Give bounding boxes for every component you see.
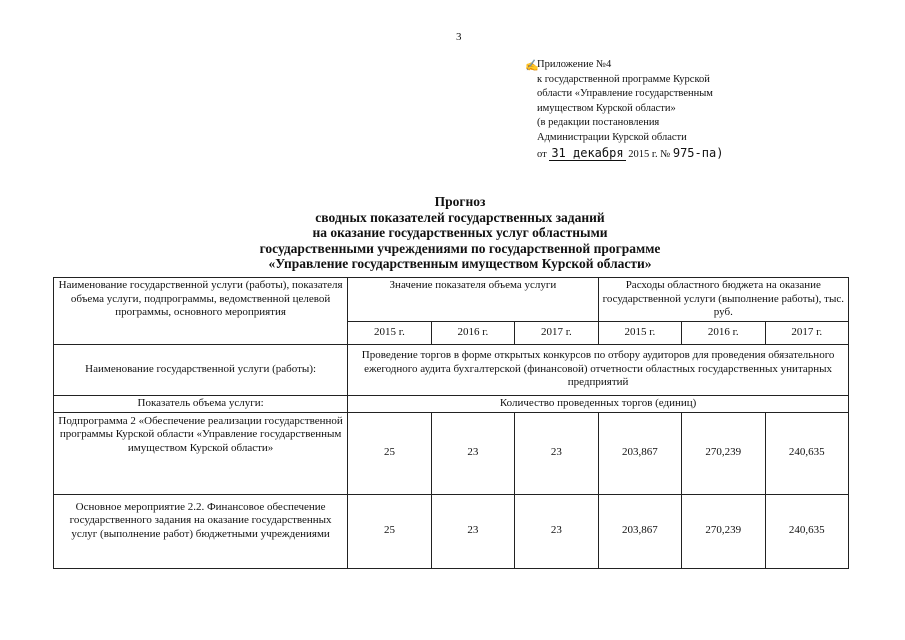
row-value: 240,635 [765,412,848,494]
row-value: 23 [515,412,598,494]
year-cell: 2016 г. [682,321,765,344]
appendix-date-line [537,146,807,163]
from-label: от [537,148,547,160]
pen-mark-icon: ✍ [525,60,539,72]
appendix-line-3: области «Управление государственным [537,88,713,100]
row-value: 25 [348,494,431,568]
handwritten-number: 975-па) [672,145,724,160]
year-cell: 2016 г. [431,321,514,344]
indicator-value: Количество проведенных торгов (единиц) [348,395,849,412]
row-value: 270,239 [682,494,765,568]
row-value: 25 [348,412,431,494]
page-number: 3 [456,31,462,43]
appendix-line-1: Приложение №4 [537,59,612,70]
title-line-1: Прогноз [434,194,486,209]
year-cell: 2015 г. [348,321,431,344]
forecast-table [53,277,849,569]
appendix-line-4: имуществом Курской области» [537,102,676,114]
row-value: 203,867 [598,412,681,494]
service-value: Проведение торгов в форме открытых конкурсов по отбору аудиторов для проведения обязательного ежегодного аудита бухгалтерской (финансовой) отчетности областных государственных унитарных предприятий [348,344,849,395]
table-row [54,494,849,568]
header-expense-group: Расходы областного бюджета на оказание государственной услуги (выполнение работы), тыс. руб. [598,278,848,322]
title-line-3: на оказание государственных услуг областными [312,225,608,240]
header-volume-group: Значение показателя объема услуги [348,278,598,322]
service-row [54,344,849,395]
title-line-4: государственными учреждениями по государственной программе [259,240,661,256]
header-row [54,278,849,322]
table-row [54,412,849,494]
service-label: Наименование государственной услуги (работы): [54,344,348,395]
year-number-label: 2015 г. № [628,148,671,160]
row-value: 240,635 [765,494,848,568]
handwritten-date: 31 декабря [551,145,624,160]
row-value: 270,239 [682,412,765,494]
appendix-line-2: к государственной программе Курской [537,73,710,85]
title-line-5: «Управление государственным имуществом Курской области» [268,256,652,271]
year-cell: 2017 г. [515,321,598,344]
row-name: Подпрограмма 2 «Обеспечение реализации государственной программы Курской области «Управление государственным имуществом Курской области» [54,412,348,494]
header-name-col: Наименование государственной услуги (работы), показателя объема услуги, подпрограммы, ведомственной целевой программы, основного мероприятия [54,278,348,345]
row-value: 23 [431,494,514,568]
year-cell: 2015 г. [598,321,681,344]
appendix-block [525,58,807,162]
appendix-line-5: (в редакции постановления [537,117,660,129]
row-value: 203,867 [598,494,681,568]
indicator-label: Показатель объема услуги: [54,395,348,412]
title-line-2: сводных показателей государственных заданий [315,209,605,225]
year-cell: 2017 г. [765,321,848,344]
indicator-row [54,395,849,412]
document-title [200,194,720,272]
row-value: 23 [515,494,598,568]
appendix-line-6: Администрации Курской области [537,131,687,143]
row-value: 23 [431,412,514,494]
row-name: Основное мероприятие 2.2. Финансовое обеспечение государственного задания на оказание государственных услуг (выполнение работ) бюджетными учреждениями [54,494,348,568]
